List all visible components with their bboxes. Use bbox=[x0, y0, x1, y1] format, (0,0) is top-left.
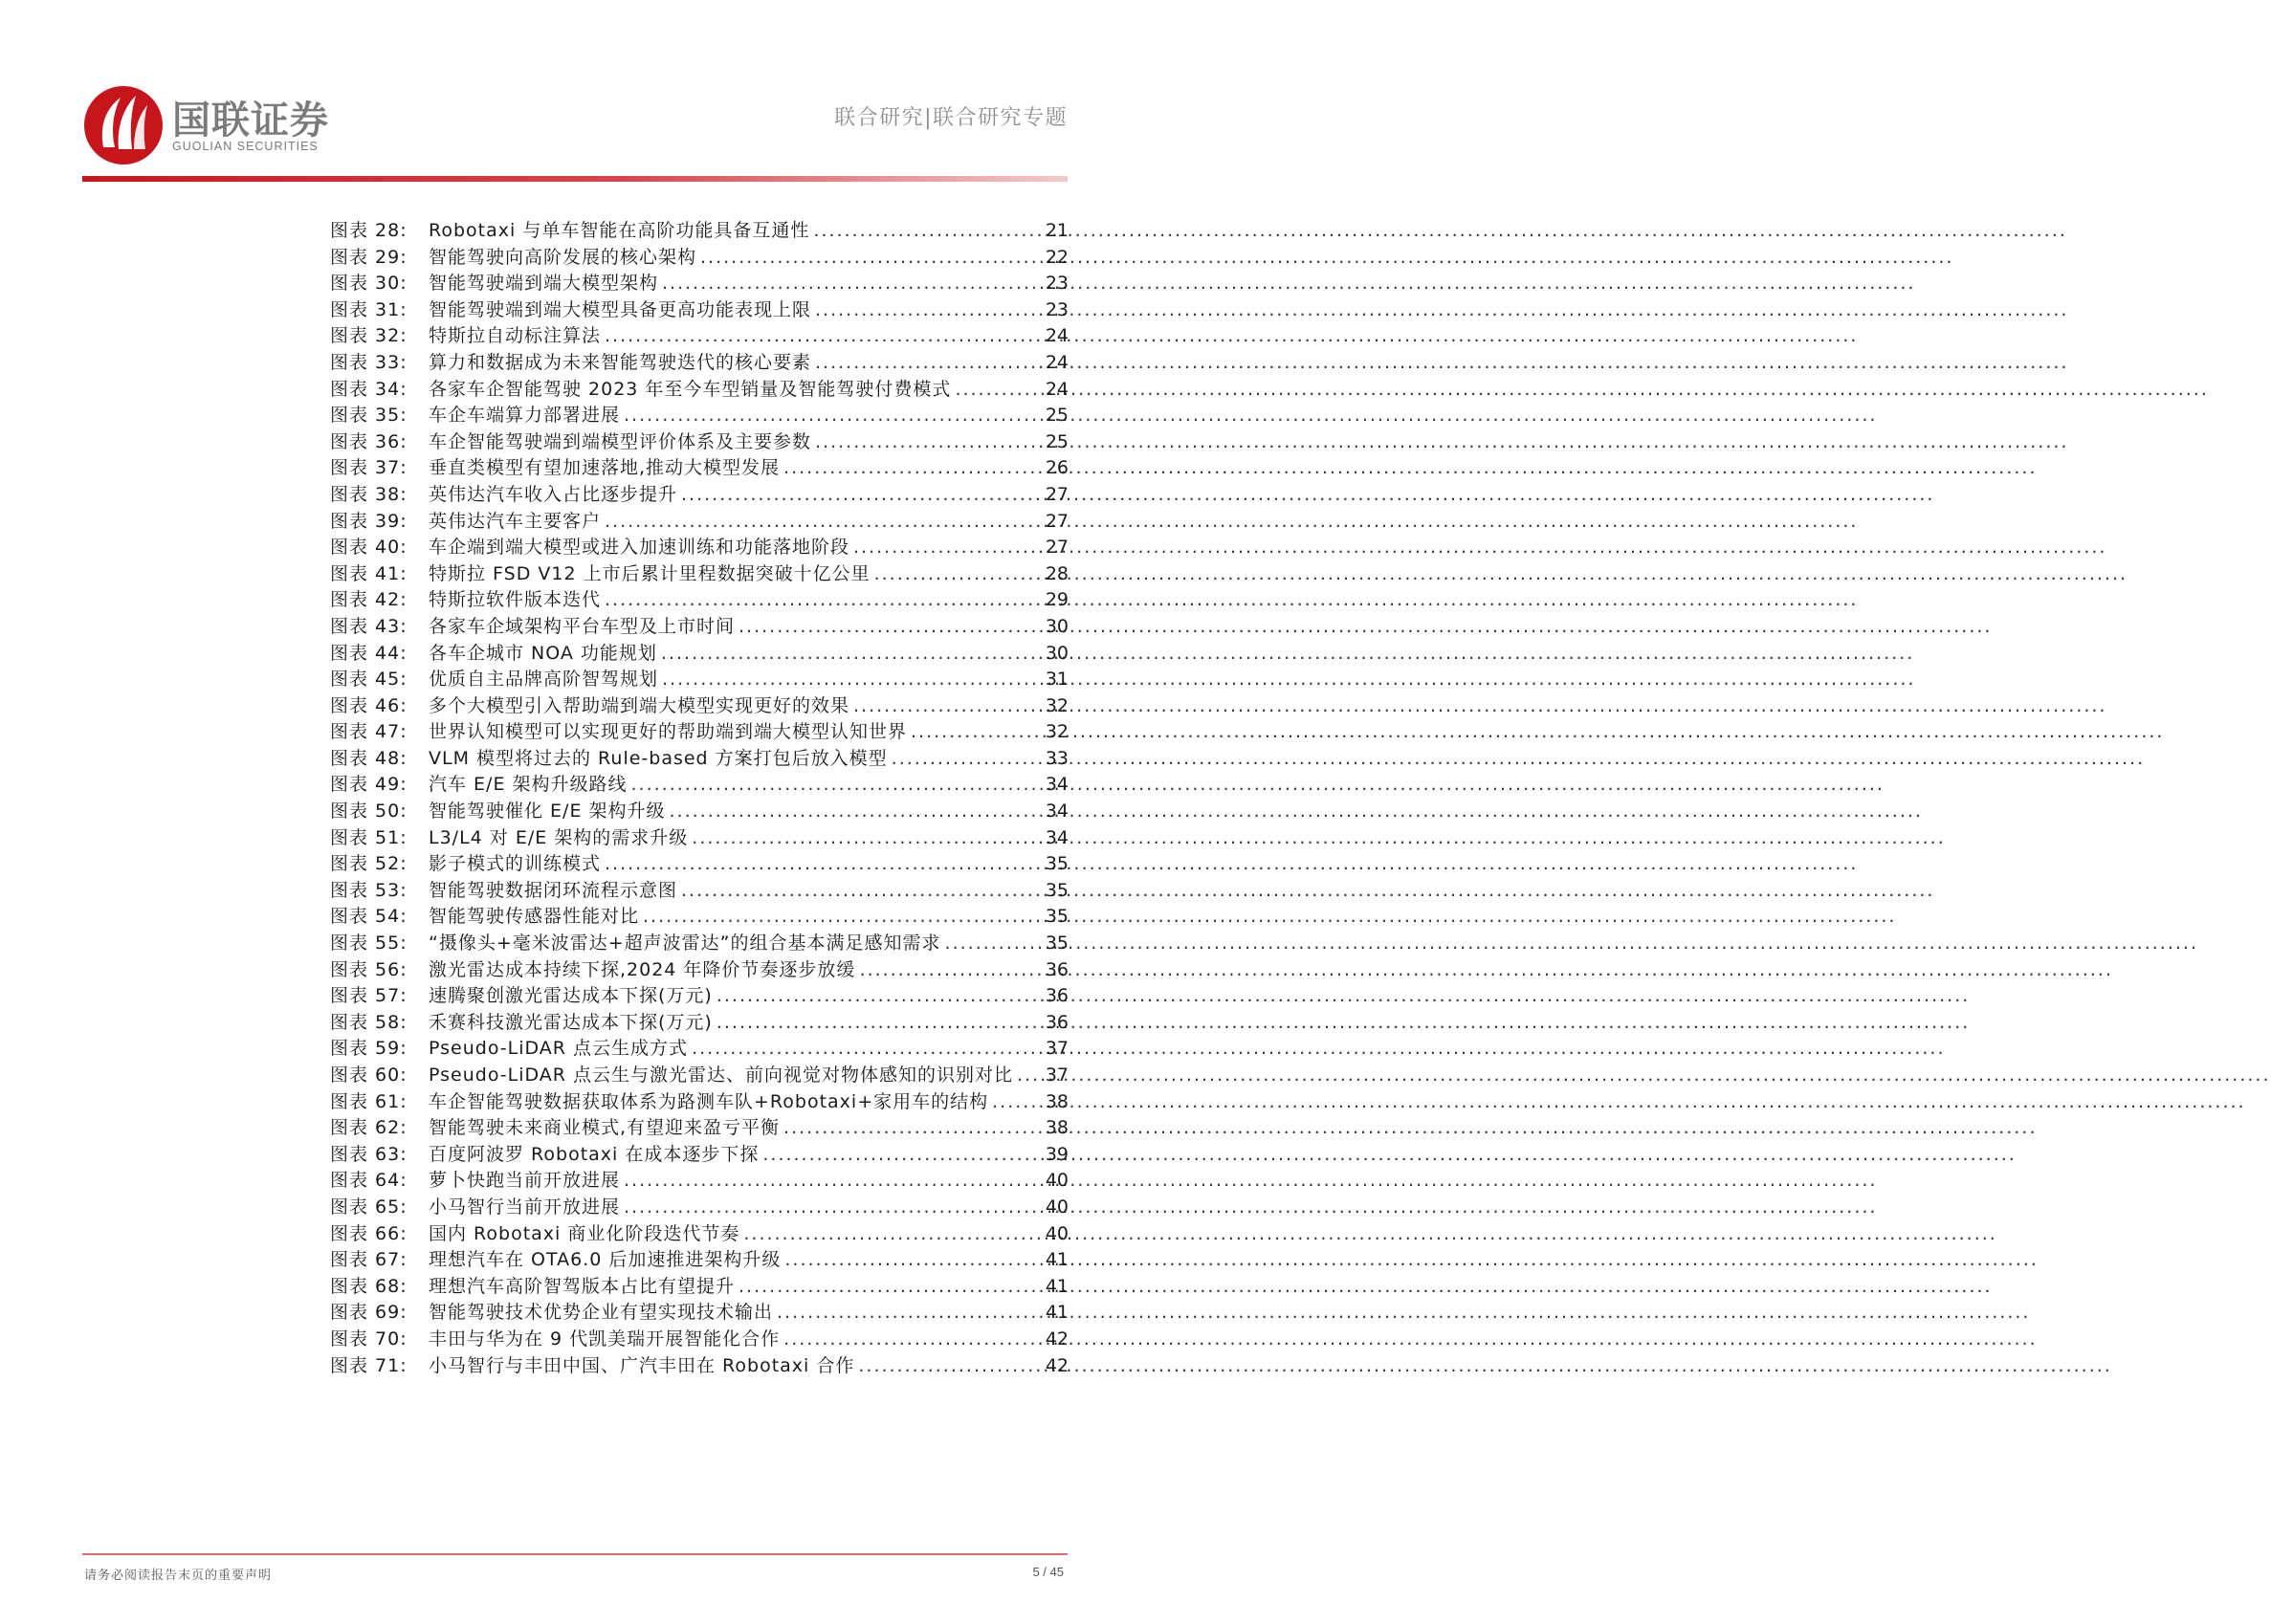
toc-figure-title: 激光雷达成本持续下探,2024 年降价节奏逐步放缓 bbox=[429, 958, 856, 980]
toc-page-number: 27 bbox=[1045, 483, 1069, 505]
toc-figure-label: 图表 33: bbox=[330, 351, 408, 373]
toc-figure-title: 影子模式的训练模式 bbox=[429, 853, 602, 875]
toc-entry[interactable] bbox=[330, 667, 1069, 693]
toc-figure-title: 垂直类模型有望加速落地,推动大模型发展 bbox=[429, 457, 781, 479]
toc-figure-title: 禾赛科技激光雷达成本下探(万元) bbox=[429, 1011, 713, 1033]
toc-figure-label: 图表 61: bbox=[330, 1090, 408, 1112]
toc-page-number: 41 bbox=[1045, 1302, 1069, 1324]
toc-figure-label: 图表 71: bbox=[330, 1354, 408, 1376]
toc-page-number: 21 bbox=[1045, 220, 1069, 241]
toc-page-number: 35 bbox=[1045, 879, 1069, 901]
toc-dot-leader bbox=[739, 1274, 1042, 1301]
toc-entry[interactable] bbox=[330, 1300, 1069, 1327]
toc-figure-label: 图表 35: bbox=[330, 405, 408, 427]
toc-entry[interactable] bbox=[330, 904, 1069, 931]
guolian-logo-icon bbox=[82, 84, 165, 166]
toc-page-number: 42 bbox=[1045, 1354, 1069, 1376]
page-number: 5 / 45 bbox=[1032, 1565, 1064, 1579]
header-divider bbox=[82, 176, 1068, 182]
toc-dot-leader bbox=[717, 983, 1042, 1010]
toc-dot-leader bbox=[859, 957, 1041, 984]
toc-entry[interactable] bbox=[330, 1115, 1069, 1142]
toc-figure-title: 萝卜快跑当前开放进展 bbox=[429, 1170, 621, 1192]
toc-figure-label: 图表 67: bbox=[330, 1249, 408, 1271]
toc-figure-title: 特斯拉 FSD V12 上市后累计里程数据突破十亿公里 bbox=[429, 562, 871, 584]
toc-figure-title: 汽车 E/E 架构升级路线 bbox=[429, 774, 628, 796]
toc-dot-leader bbox=[739, 614, 1042, 641]
toc-figure-title: VLM 模型将过去的 Rule-based 方案打包后放入模型 bbox=[429, 747, 888, 769]
toc-dot-leader bbox=[892, 746, 1042, 773]
toc-page-number: 37 bbox=[1045, 1064, 1069, 1086]
toc-figure-title: 智能驾驶向高阶发展的核心架构 bbox=[429, 246, 697, 268]
disclaimer-note: 请务必阅读报告末页的重要声明 bbox=[84, 1569, 273, 1583]
toc-entry[interactable] bbox=[330, 1274, 1069, 1301]
toc-entry[interactable] bbox=[330, 323, 1069, 350]
toc-page-number: 30 bbox=[1045, 642, 1069, 664]
toc-figure-label: 图表 34: bbox=[330, 378, 408, 400]
toc-entry[interactable] bbox=[330, 271, 1069, 297]
toc-page-number: 37 bbox=[1045, 1038, 1069, 1060]
toc-figure-title: 智能驾驶端到端大模型具备更高功能表现上限 bbox=[429, 298, 812, 320]
toc-figure-label: 图表 38: bbox=[330, 483, 408, 505]
toc-entry[interactable] bbox=[330, 1089, 1069, 1116]
toc-page-number: 41 bbox=[1045, 1249, 1069, 1271]
toc-dot-leader bbox=[681, 482, 1042, 509]
toc-figure-label: 图表 44: bbox=[330, 642, 408, 664]
toc-dot-leader bbox=[955, 377, 1041, 404]
toc-figure-title: Robotaxi 与单车智能在高阶功能具备互通性 bbox=[429, 220, 810, 241]
toc-page-number: 34 bbox=[1045, 801, 1069, 823]
toc-entry[interactable] bbox=[330, 851, 1069, 878]
toc-entry[interactable] bbox=[330, 535, 1069, 561]
toc-entry[interactable] bbox=[330, 957, 1069, 984]
toc-page-number: 35 bbox=[1045, 933, 1069, 955]
toc-page-number: 25 bbox=[1045, 405, 1069, 427]
toc-dot-leader bbox=[783, 1327, 1042, 1353]
toc-entry[interactable] bbox=[330, 1195, 1069, 1221]
toc-figure-title: “摄像头+毫米波雷达+超声波雷达”的组合基本满足感知需求 bbox=[429, 933, 941, 955]
brand-name-en: GUOLIAN SECURITIES bbox=[172, 140, 319, 153]
toc-entry[interactable] bbox=[330, 561, 1069, 588]
toc-dot-leader bbox=[605, 851, 1042, 878]
toc-figure-label: 图表 64: bbox=[330, 1170, 408, 1192]
toc-page-number: 26 bbox=[1045, 457, 1069, 479]
toc-figure-label: 图表 47: bbox=[330, 721, 408, 743]
toc-figure-label: 图表 49: bbox=[330, 774, 408, 796]
toc-entry[interactable] bbox=[330, 799, 1069, 825]
toc-figure-label: 图表 51: bbox=[330, 826, 408, 848]
toc-dot-leader bbox=[815, 429, 1042, 456]
toc-figure-label: 图表 37: bbox=[330, 457, 408, 479]
toc-entry[interactable] bbox=[330, 1010, 1069, 1037]
toc-dot-leader bbox=[643, 904, 1042, 931]
toc-page-number: 28 bbox=[1045, 562, 1069, 584]
toc-entry[interactable] bbox=[330, 1353, 1069, 1380]
toc-page-number: 31 bbox=[1045, 669, 1069, 691]
toc-dot-leader bbox=[874, 561, 1042, 588]
toc-figure-label: 图表 28: bbox=[330, 220, 408, 241]
toc-figure-label: 图表 54: bbox=[330, 906, 408, 928]
toc-figure-label: 图表 39: bbox=[330, 510, 408, 532]
toc-figure-label: 图表 50: bbox=[330, 801, 408, 823]
toc-dot-leader bbox=[681, 878, 1042, 905]
toc-figure-title: 英伟达汽车收入占比逐步提升 bbox=[429, 483, 678, 505]
toc-page-number: 24 bbox=[1045, 378, 1069, 400]
toc-figure-label: 图表 53: bbox=[330, 879, 408, 901]
toc-page-number: 24 bbox=[1045, 325, 1069, 347]
toc-entry[interactable] bbox=[330, 377, 1069, 404]
toc-figure-label: 图表 62: bbox=[330, 1117, 408, 1139]
toc-entry[interactable] bbox=[330, 455, 1069, 482]
toc-page-number: 40 bbox=[1045, 1222, 1069, 1244]
toc-figure-label: 图表 60: bbox=[330, 1064, 408, 1086]
toc-page-number: 32 bbox=[1045, 694, 1069, 716]
figure-list bbox=[330, 218, 1069, 1379]
brand-name-cn: 国联证券 bbox=[172, 99, 329, 143]
toc-entry[interactable] bbox=[330, 1221, 1069, 1248]
toc-entry[interactable] bbox=[330, 878, 1069, 905]
toc-figure-title: 算力和数据成为未来智能驾驶迭代的核心要素 bbox=[429, 351, 812, 373]
toc-entry[interactable] bbox=[330, 825, 1069, 852]
toc-figure-label: 图表 43: bbox=[330, 615, 408, 637]
toc-figure-label: 图表 57: bbox=[330, 985, 408, 1007]
toc-entry[interactable] bbox=[330, 1168, 1069, 1195]
toc-page-number: 32 bbox=[1045, 721, 1069, 743]
toc-figure-title: 英伟达汽车主要客户 bbox=[429, 510, 602, 532]
toc-dot-leader bbox=[853, 693, 1042, 720]
toc-page-number: 36 bbox=[1045, 985, 1069, 1007]
toc-dot-leader bbox=[945, 931, 1042, 957]
toc-figure-label: 图表 68: bbox=[330, 1275, 408, 1297]
toc-figure-title: 百度阿波罗 Robotaxi 在成本逐步下探 bbox=[429, 1143, 760, 1165]
toc-entry[interactable] bbox=[330, 1063, 1069, 1089]
toc-dot-leader bbox=[624, 403, 1042, 429]
toc-figure-title: 车企智能驾驶端到端模型评价体系及主要参数 bbox=[429, 430, 812, 452]
toc-figure-title: 智能驾驶数据闭环流程示意图 bbox=[429, 879, 678, 901]
toc-figure-title: 小马智行与丰田中国、广汽丰田在 Robotaxi 合作 bbox=[429, 1354, 855, 1376]
toc-entry[interactable] bbox=[330, 245, 1069, 272]
toc-dot-leader bbox=[631, 772, 1042, 799]
toc-dot-leader bbox=[777, 1300, 1042, 1327]
toc-dot-leader bbox=[783, 1115, 1042, 1142]
toc-figure-label: 图表 66: bbox=[330, 1222, 408, 1244]
toc-entry[interactable] bbox=[330, 746, 1069, 773]
toc-entry[interactable] bbox=[330, 1036, 1069, 1063]
toc-page-number: 40 bbox=[1045, 1196, 1069, 1218]
toc-entry[interactable] bbox=[330, 509, 1069, 536]
toc-page-number: 33 bbox=[1045, 747, 1069, 769]
toc-figure-title: 各家车企域架构平台车型及上市时间 bbox=[429, 615, 736, 637]
toc-dot-leader bbox=[692, 1036, 1042, 1063]
toc-dot-leader bbox=[692, 825, 1042, 852]
toc-dot-leader bbox=[815, 297, 1042, 324]
toc-dot-leader bbox=[661, 641, 1042, 668]
report-type: 联合研究|联合研究专题 bbox=[834, 106, 1068, 130]
toc-dot-leader bbox=[813, 218, 1041, 245]
toc-entry[interactable] bbox=[330, 403, 1069, 429]
toc-entry[interactable] bbox=[330, 1247, 1069, 1274]
toc-page-number: 25 bbox=[1045, 430, 1069, 452]
toc-dot-leader bbox=[992, 1089, 1042, 1116]
toc-entry[interactable] bbox=[330, 614, 1069, 641]
page-header bbox=[0, 0, 1148, 187]
toc-page-number: 39 bbox=[1045, 1143, 1069, 1165]
toc-entry[interactable] bbox=[330, 772, 1069, 799]
toc-figure-title: 智能驾驶端到端大模型架构 bbox=[429, 273, 659, 295]
toc-page-number: 34 bbox=[1045, 774, 1069, 796]
toc-figure-label: 图表 69: bbox=[330, 1302, 408, 1324]
toc-dot-leader bbox=[605, 587, 1042, 614]
toc-page-number: 35 bbox=[1045, 906, 1069, 928]
toc-figure-title: 国内 Robotaxi 商业化阶段迭代节奏 bbox=[429, 1222, 740, 1244]
toc-page-number: 27 bbox=[1045, 510, 1069, 532]
toc-page-number: 36 bbox=[1045, 1011, 1069, 1033]
toc-figure-label: 图表 42: bbox=[330, 589, 408, 611]
toc-figure-title: 智能驾驶传感器性能对比 bbox=[429, 906, 640, 928]
toc-dot-leader bbox=[662, 667, 1042, 693]
footer-divider bbox=[82, 1553, 1068, 1555]
toc-figure-title: 车企智能驾驶数据获取体系为路测车队+Robotaxi+家用车的结构 bbox=[429, 1090, 989, 1112]
toc-entry[interactable] bbox=[330, 641, 1069, 668]
toc-figure-label: 图表 56: bbox=[330, 958, 408, 980]
toc-figure-label: 图表 65: bbox=[330, 1196, 408, 1218]
toc-figure-label: 图表 48: bbox=[330, 747, 408, 769]
toc-figure-title: 车企车端算力部署进展 bbox=[429, 405, 621, 427]
toc-dot-leader bbox=[762, 1142, 1041, 1169]
toc-entry[interactable] bbox=[330, 218, 1069, 245]
toc-figure-title: 车企端到端大模型或进入加速训练和功能落地阶段 bbox=[429, 537, 850, 559]
toc-figure-title: 各家车企智能驾驶 2023 年至今车型销量及智能驾驶付费模式 bbox=[429, 378, 952, 400]
toc-entry[interactable] bbox=[330, 587, 1069, 614]
toc-entry[interactable] bbox=[330, 350, 1069, 377]
toc-entry[interactable] bbox=[330, 1142, 1069, 1169]
toc-dot-leader bbox=[1017, 1063, 1042, 1089]
toc-dot-leader bbox=[911, 719, 1042, 746]
toc-page-number: 27 bbox=[1045, 537, 1069, 559]
toc-dot-leader bbox=[624, 1168, 1042, 1195]
toc-figure-label: 图表 36: bbox=[330, 430, 408, 452]
toc-dot-leader bbox=[783, 455, 1042, 482]
toc-figure-title: 多个大模型引入帮助端到端大模型实现更好的效果 bbox=[429, 694, 850, 716]
toc-figure-title: 世界认知模型可以实现更好的帮助端到端大模型认知世界 bbox=[429, 721, 908, 743]
toc-figure-title: 理想汽车在 OTA6.0 后加速推进架构升级 bbox=[429, 1249, 782, 1271]
toc-entry[interactable] bbox=[330, 983, 1069, 1010]
toc-figure-title: Pseudo-LiDAR 点云生成方式 bbox=[429, 1038, 689, 1060]
toc-dot-leader bbox=[605, 509, 1042, 536]
toc-dot-leader bbox=[662, 271, 1042, 297]
toc-page-number: 38 bbox=[1045, 1090, 1069, 1112]
toc-page-number: 24 bbox=[1045, 351, 1069, 373]
toc-page-number: 36 bbox=[1045, 958, 1069, 980]
toc-figure-label: 图表 32: bbox=[330, 325, 408, 347]
toc-page-number: 29 bbox=[1045, 589, 1069, 611]
toc-entry[interactable] bbox=[330, 693, 1069, 720]
toc-figure-title: Pseudo-LiDAR 点云生与激光雷达、前向视觉对物体感知的识别对比 bbox=[429, 1064, 1014, 1086]
toc-dot-leader bbox=[784, 1247, 1041, 1274]
toc-figure-label: 图表 45: bbox=[330, 669, 408, 691]
toc-figure-label: 图表 55: bbox=[330, 933, 408, 955]
toc-page-number: 35 bbox=[1045, 853, 1069, 875]
toc-figure-label: 图表 59: bbox=[330, 1038, 408, 1060]
toc-figure-label: 图表 29: bbox=[330, 246, 408, 268]
toc-dot-leader bbox=[670, 799, 1042, 825]
toc-dot-leader bbox=[743, 1221, 1041, 1248]
toc-entry[interactable] bbox=[330, 429, 1069, 456]
toc-page-number: 23 bbox=[1045, 298, 1069, 320]
toc-entry[interactable] bbox=[330, 297, 1069, 324]
toc-figure-label: 图表 40: bbox=[330, 537, 408, 559]
toc-entry[interactable] bbox=[330, 719, 1069, 746]
toc-figure-title: 速腾聚创激光雷达成本下探(万元) bbox=[429, 985, 713, 1007]
toc-figure-label: 图表 63: bbox=[330, 1143, 408, 1165]
toc-entry[interactable] bbox=[330, 931, 1069, 957]
toc-figure-label: 图表 46: bbox=[330, 694, 408, 716]
toc-figure-title: 优质自主品牌高阶智驾规划 bbox=[429, 669, 659, 691]
toc-figure-title: 丰田与华为在 9 代凯美瑞开展智能化合作 bbox=[429, 1328, 781, 1350]
toc-page-number: 34 bbox=[1045, 826, 1069, 848]
toc-page-number: 22 bbox=[1045, 246, 1069, 268]
toc-dot-leader bbox=[858, 1353, 1041, 1380]
toc-entry[interactable] bbox=[330, 482, 1069, 509]
toc-figure-title: 智能驾驶未来商业模式,有望迎来盈亏平衡 bbox=[429, 1117, 781, 1139]
toc-figure-title: 特斯拉自动标注算法 bbox=[429, 325, 602, 347]
toc-page-number: 30 bbox=[1045, 615, 1069, 637]
toc-figure-title: 各车企城市 NOA 功能规划 bbox=[429, 642, 657, 664]
toc-page-number: 38 bbox=[1045, 1117, 1069, 1139]
toc-figure-label: 图表 30: bbox=[330, 273, 408, 295]
toc-dot-leader bbox=[853, 535, 1042, 561]
toc-dot-leader bbox=[624, 1195, 1042, 1221]
toc-page-number: 23 bbox=[1045, 273, 1069, 295]
toc-figure-label: 图表 31: bbox=[330, 298, 408, 320]
toc-figure-title: L3/L4 对 E/E 架构的需求升级 bbox=[429, 826, 689, 848]
toc-page-number: 42 bbox=[1045, 1328, 1069, 1350]
toc-figure-title: 小马智行当前开放进展 bbox=[429, 1196, 621, 1218]
toc-figure-title: 特斯拉软件版本迭代 bbox=[429, 589, 602, 611]
toc-figure-label: 图表 70: bbox=[330, 1328, 408, 1350]
toc-dot-leader bbox=[717, 1010, 1042, 1037]
toc-figure-title: 智能驾驶催化 E/E 架构升级 bbox=[429, 801, 666, 823]
toc-figure-label: 图表 41: bbox=[330, 562, 408, 584]
toc-page-number: 40 bbox=[1045, 1170, 1069, 1192]
toc-dot-leader bbox=[700, 245, 1042, 272]
toc-dot-leader bbox=[605, 323, 1042, 350]
toc-figure-title: 智能驾驶技术优势企业有望实现技术输出 bbox=[429, 1302, 774, 1324]
toc-dot-leader bbox=[815, 350, 1042, 377]
toc-figure-label: 图表 58: bbox=[330, 1011, 408, 1033]
toc-figure-label: 图表 52: bbox=[330, 853, 408, 875]
toc-page-number: 41 bbox=[1045, 1275, 1069, 1297]
toc-entry[interactable] bbox=[330, 1327, 1069, 1353]
toc-figure-title: 理想汽车高阶智驾版本占比有望提升 bbox=[429, 1275, 736, 1297]
